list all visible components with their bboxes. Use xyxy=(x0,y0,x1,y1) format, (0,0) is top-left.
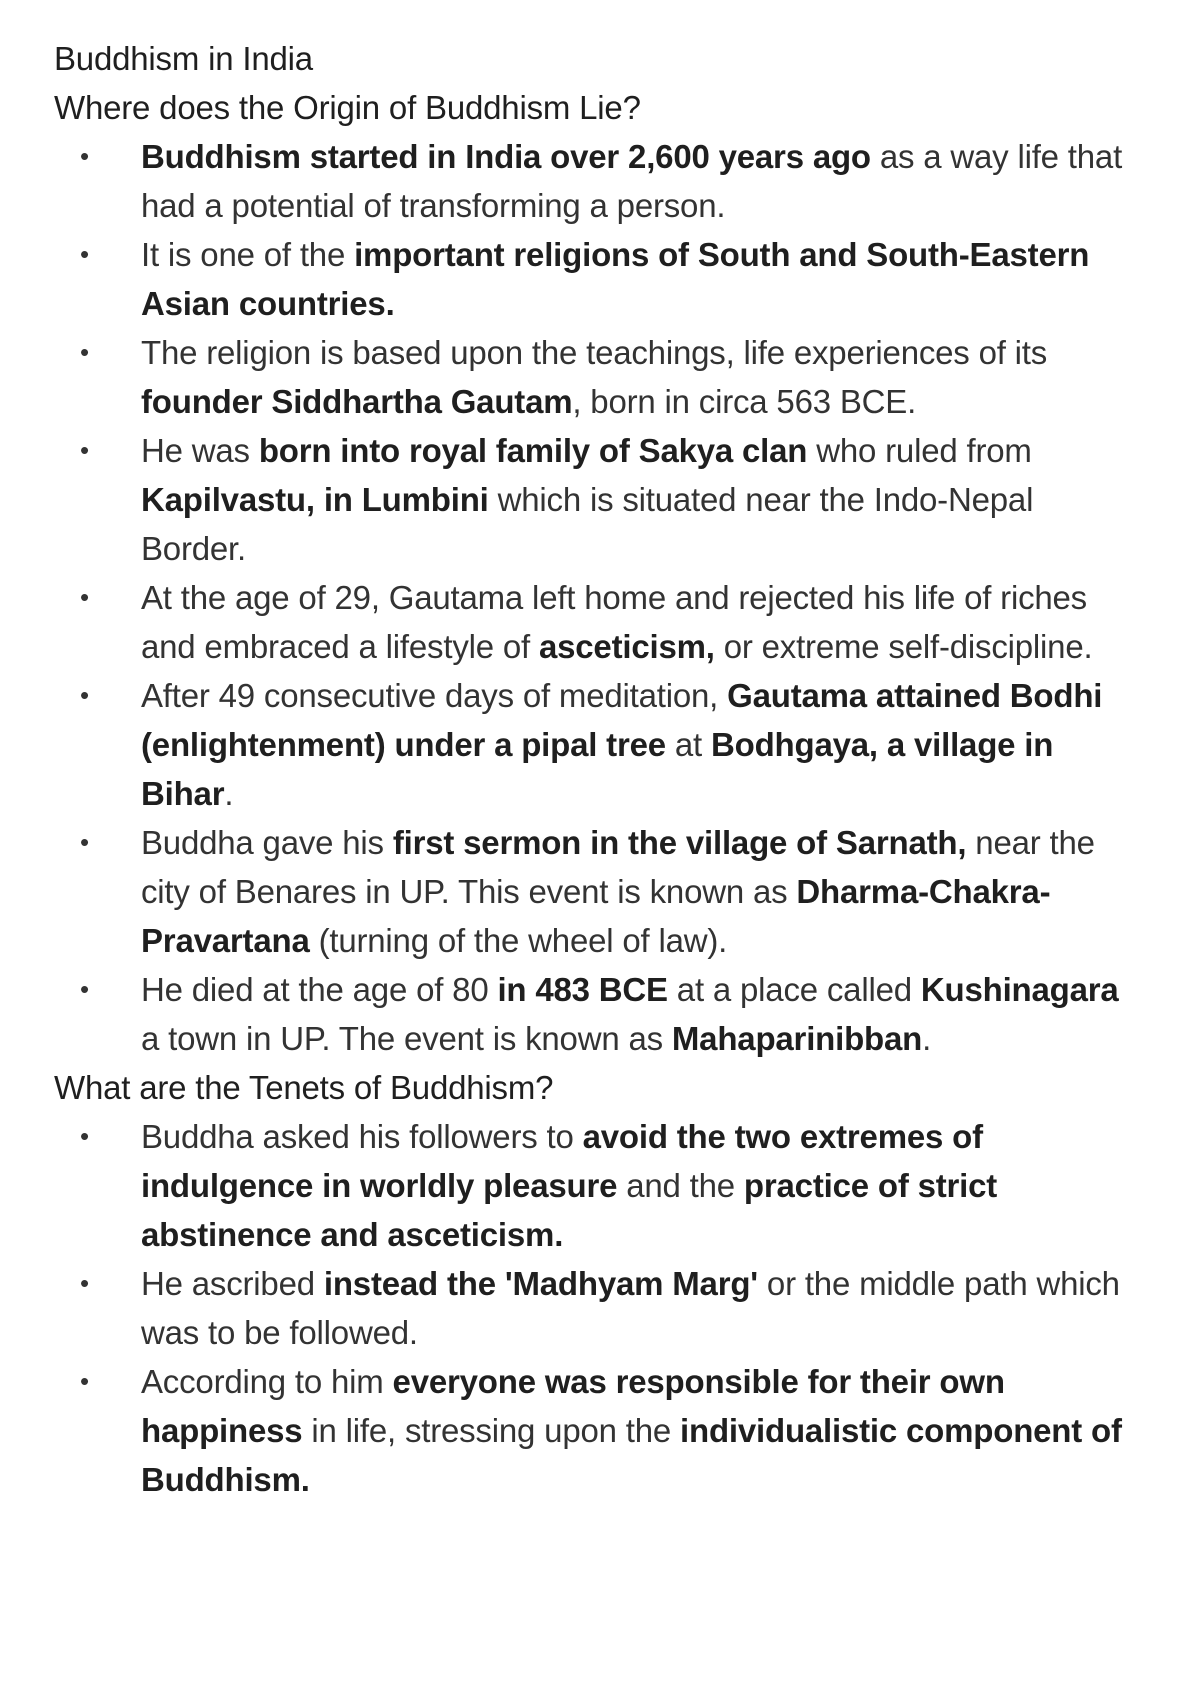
bold-text: instead the 'Madhyam Marg' xyxy=(323,1265,758,1302)
body-text: The religion is based upon the teachings, life experiences of its xyxy=(141,334,1048,371)
bullet-item xyxy=(54,132,1160,230)
bold-text: asceticism, xyxy=(538,628,715,665)
bold-text: Dharma-Chakra-Pravartana xyxy=(141,873,1051,959)
bullet-dot-icon: • xyxy=(80,337,89,367)
body-text: (turning of the wheel of law). xyxy=(309,922,728,959)
bullet-dot-icon: • xyxy=(80,1121,89,1151)
bold-text: founder Siddhartha Gautam xyxy=(141,383,573,420)
bullet-list xyxy=(54,132,1160,1063)
body-text: in life, stressing upon the xyxy=(302,1412,681,1449)
body-text: near the city of Benares in UP. This event is known as xyxy=(141,824,1095,910)
bullet-item xyxy=(54,1259,1160,1357)
body-text: . xyxy=(922,1020,932,1057)
bullet-dot-icon: • xyxy=(80,1268,89,1298)
body-text: He was xyxy=(141,432,259,469)
body-text: Buddha gave his xyxy=(141,824,393,861)
body-text: According to him xyxy=(141,1363,393,1400)
bullet-item xyxy=(54,426,1160,573)
body-text: . xyxy=(224,775,234,812)
body-text: or the middle path which was to be followed. xyxy=(141,1265,1120,1351)
bullet-item xyxy=(54,1112,1160,1259)
bullet-dot-icon: • xyxy=(80,435,89,465)
document-title: Buddhism in India xyxy=(54,40,313,77)
bullet-item xyxy=(54,230,1160,328)
section-heading: Where does the Origin of Buddhism Lie? xyxy=(54,89,641,126)
body-text: who ruled from xyxy=(807,432,1032,469)
bullet-dot-icon: • xyxy=(80,1366,89,1396)
bullet-item xyxy=(54,671,1160,818)
body-text: It is one of the xyxy=(141,236,355,273)
section-heading: What are the Tenets of Buddhism? xyxy=(54,1069,554,1106)
bullet-item xyxy=(54,573,1160,671)
bold-text: Kushinagara xyxy=(920,971,1119,1008)
body-text: , born in circa 563 BCE. xyxy=(572,383,917,420)
body-text: as a way life that had a potential of transforming a person. xyxy=(141,138,1123,224)
body-text: at a place called xyxy=(667,971,921,1008)
bullet-dot-icon: • xyxy=(80,582,89,612)
bullet-item xyxy=(54,1357,1160,1504)
bold-text: first sermon in the village of Sarnath, xyxy=(392,824,967,861)
bullet-list xyxy=(54,1112,1160,1504)
bold-text: individualistic component of Buddhism. xyxy=(141,1412,1122,1498)
bullet-dot-icon: • xyxy=(80,680,89,710)
bold-text: Kapilvastu, in Lumbini xyxy=(141,481,489,518)
bullet-dot-icon: • xyxy=(80,141,89,171)
body-text: or extreme self-discipline. xyxy=(714,628,1093,665)
body-text: He ascribed xyxy=(141,1265,324,1302)
bold-text: in 483 BCE xyxy=(497,971,668,1008)
document-body xyxy=(54,83,1160,1504)
bold-text: Gautama attained Bodhi (enlightenment) under a pipal tree xyxy=(141,677,1103,763)
bullet-item xyxy=(54,328,1160,426)
body-text: and the xyxy=(617,1167,744,1204)
bullet-dot-icon: • xyxy=(80,827,89,857)
bullet-dot-icon: • xyxy=(80,974,89,1004)
bold-text: important religions of South and South-Eastern Asian countries. xyxy=(141,236,1090,322)
body-text: At the age of 29, Gautama left home and rejected his life of riches and embraced a lifestyle of xyxy=(141,579,1087,665)
bullet-item xyxy=(54,818,1160,965)
body-text: Buddha asked his followers to xyxy=(141,1118,583,1155)
bold-text: practice of strict abstinence and asceticism. xyxy=(141,1167,998,1253)
body-text: which is situated near the Indo-Nepal Border. xyxy=(141,481,1034,567)
bold-text: Bodhgaya, a village in Bihar xyxy=(141,726,1054,812)
bullet-dot-icon: • xyxy=(80,239,89,269)
bold-text: avoid the two extremes of indulgence in worldly pleasure xyxy=(141,1118,983,1204)
body-text: After 49 consecutive days of meditation, xyxy=(141,677,728,714)
bold-text: Mahaparinibban xyxy=(671,1020,923,1057)
bullet-item xyxy=(54,965,1160,1063)
body-text: a town in UP. The event is known as xyxy=(141,1020,672,1057)
bold-text: Buddhism started in India over 2,600 years ago xyxy=(141,138,871,175)
bold-text: everyone was responsible for their own happiness xyxy=(141,1363,1005,1449)
body-text: He died at the age of 80 xyxy=(141,971,498,1008)
body-text: at xyxy=(665,726,711,763)
bold-text: born into royal family of Sakya clan xyxy=(258,432,808,469)
